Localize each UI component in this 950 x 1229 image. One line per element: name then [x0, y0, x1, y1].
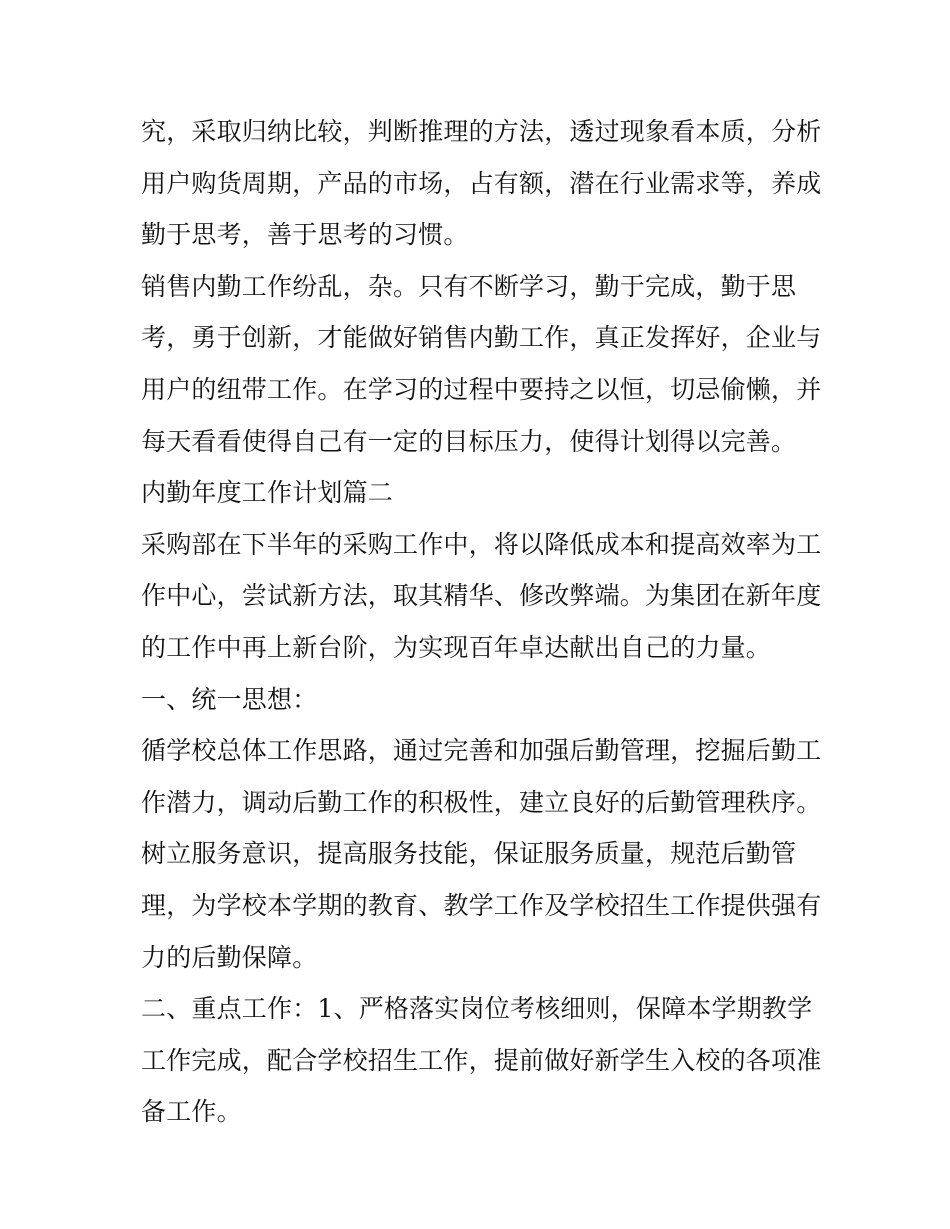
text-line: 作中心，尝试新方法，取其精华、修改弊端。为集团在新年度: [141, 581, 822, 611]
text-line: 树立服务意识，提高服务技能，保证服务质量，规范后勤管: [141, 839, 797, 869]
text-line: 的工作中再上新台阶，为实现百年卓达献出自己的力量。: [141, 632, 772, 662]
section-heading: 内勤年度工作计划篇二: [141, 478, 394, 508]
text-line: 理，为学校本学期的教育、教学工作及学校招生工作提供强有: [141, 890, 822, 920]
text-line: 销售内勤工作纷乱，杂。只有不断学习，勤于完成，勤于思: [141, 271, 797, 301]
text-line: 二、重点工作：1、严格落实岗位考核细则，保障本学期教学: [141, 994, 813, 1024]
text-line: 作潜力，调动后勤工作的积极性，建立良好的后勤管理秩序。: [141, 787, 822, 817]
text-line: 每天看看使得自己有一定的目标压力，使得计划得以完善。: [141, 426, 797, 456]
text-line: 循学校总体工作思路，通过完善和加强后勤管理，挖掘后勤工: [141, 736, 822, 766]
text-line: 力的后勤保障。: [141, 942, 318, 972]
text-line: 用户购货周期，产品的市场，占有额，潜在行业需求等，养成: [141, 168, 822, 198]
text-line: 勤于思考，善于思考的习惯。: [141, 220, 469, 250]
document-body: [141, 106, 821, 1138]
subsection-heading: 一、统一思想：: [141, 684, 318, 714]
text-line: 采购部在下半年的采购工作中，将以降低成本和提高效率为工: [141, 529, 822, 559]
text-line: 究，采取归纳比较，判断推理的方法，透过现象看本质，分析: [141, 117, 822, 146]
text-line: 考，勇于创新，才能做好销售内勤工作，真正发挥好，企业与: [141, 323, 822, 353]
text-line: 备工作。: [141, 1097, 242, 1127]
text-line: 用户的纽带工作。在学习的过程中要持之以恒，切忌偷懒，并: [141, 374, 822, 404]
text-line: 工作完成，配合学校招生工作，提前做好新学生入校的各项准: [141, 1045, 822, 1075]
